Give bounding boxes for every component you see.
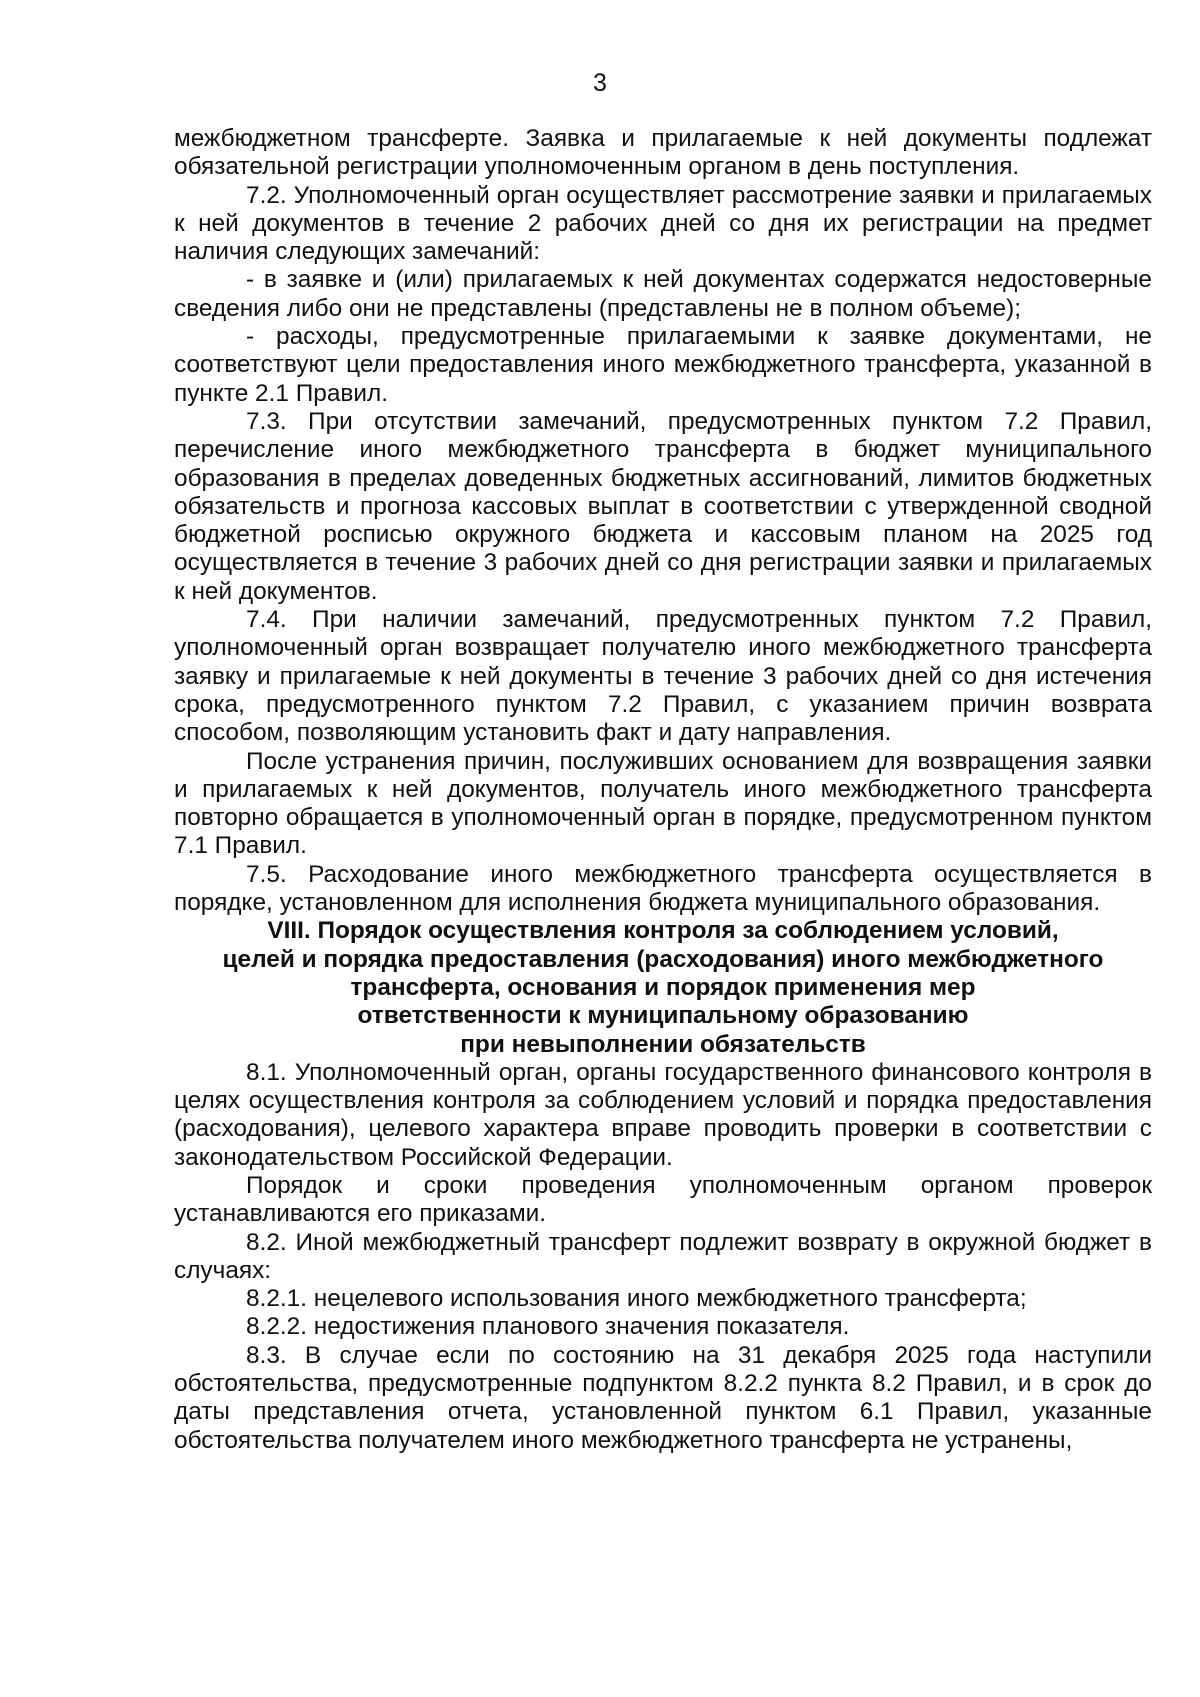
- paragraph-8-2-1: 8.2.1. нецелевого использования иного межбюджетного трансферта;: [246, 1285, 1027, 1313]
- section-heading-line: целей и порядка предоставления (расходования) иного межбюджетного: [222, 945, 1104, 973]
- paragraph-8-2: 8.2. Иной межбюджетный трансферт подлежит возврату в окружной бюджет в случаях:: [174, 1228, 1152, 1284]
- section-heading-line: ответственности к муниципальному образованию: [357, 1002, 969, 1030]
- paragraphs-after-heading: [174, 1059, 1152, 1455]
- document-body: [174, 125, 1152, 1455]
- paragraph-8-3: 8.3. В случае если по состоянию на 31 декабря 2025 года наступили обстоятельства, предусмотренные подпунктом 8.2.2 пункта 8.2 Правил, и в срок до даты представления отчета, установленной пунктом 6.1 Правил, указанные обстоятельства получателем иного межбюджетного трансферта не устранены,: [174, 1341, 1152, 1454]
- paragraph-7-5: 7.5. Расходование иного межбюджетного трансферта осуществляется в порядке, установленном для исполнения бюджета муниципального образования.: [174, 860, 1152, 917]
- paragraph-7-2-item-2: - расходы, предусмотренные прилагаемыми к заявке документами, не соответствуют цели предоставления иного межбюджетного трансферта, указанной в пункте 2.1 Правил.: [174, 323, 1152, 407]
- paragraph-continuation: межбюджетном трансферте. Заявка и прилагаемые к ней документы подлежат обязательной регистрации уполномоченным органом в день поступления.: [174, 125, 1152, 181]
- paragraph-8-2-2: 8.2.2. недостижения планового значения показателя.: [246, 1313, 850, 1341]
- paragraph-8-1-continued: Порядок и сроки проведения уполномоченным органом проверок устанавливаются его приказами.: [174, 1171, 1152, 1228]
- paragraph-8-1: 8.1. Уполномоченный орган, органы государственного финансового контроля в целях осуществления контроля за соблюдением условий и порядка предоставления (расходования), целевого характера вправе проводить проверки в соответствии с законодательством Российской Федерации.: [174, 1058, 1152, 1171]
- paragraph-7-2: 7.2. Уполномоченный орган осуществляет рассмотрение заявки и прилагаемых к ней документов в течение 2 рабочих дней со дня их регистрации на предмет наличия следующих замечаний:: [174, 181, 1152, 266]
- paragraph-7-2-item-1: - в заявке и (или) прилагаемых к ней документах содержатся недостоверные сведения либо они не представлены (представлены не в полном объеме);: [174, 266, 1152, 322]
- section-heading-line: трансферта, основания и порядок применения мер: [350, 973, 976, 1001]
- page-number: 3: [593, 69, 607, 97]
- paragraphs-before-heading: [174, 125, 1152, 917]
- paragraph-7-3: 7.3. При отсутствии замечаний, предусмотренных пунктом 7.2 Правил, перечисление иного межбюджетного трансферта в бюджет муниципального образования в пределах доведенных бюджетных ассигнований, лимитов бюджетных обязательств и прогноза кассовых выплат в соответствии с утвержденной сводной бюджетной росписью окружного бюджета и кассовым планом на 2025 год осуществляется в течение 3 рабочих дней со дня регистрации заявки и прилагаемых к ней документов.: [174, 407, 1152, 605]
- section-heading: [174, 917, 1152, 1058]
- section-heading-line: VIII. Порядок осуществления контроля за соблюдением условий,: [267, 917, 1059, 945]
- section-heading-line: при невыполнении обязательств: [460, 1030, 866, 1058]
- paragraph-7-4: 7.4. При наличии замечаний, предусмотренных пунктом 7.2 Правил, уполномоченный орган возвращает получателю иного межбюджетного трансферта заявку и прилагаемые к ней документы в течение 3 рабочих дней со дня истечения срока, предусмотренного пунктом 7.2 Правил, с указанием причин возврата способом, позволяющим установить факт и дату направления.: [174, 606, 1152, 747]
- paragraph-7-4-continued: После устранения причин, послуживших основанием для возвращения заявки и прилагаемых к ней документов, получатель иного межбюджетного трансферта повторно обращается в уполномоченный орган в порядке, предусмотренном пунктом 7.1 Правил.: [174, 747, 1152, 860]
